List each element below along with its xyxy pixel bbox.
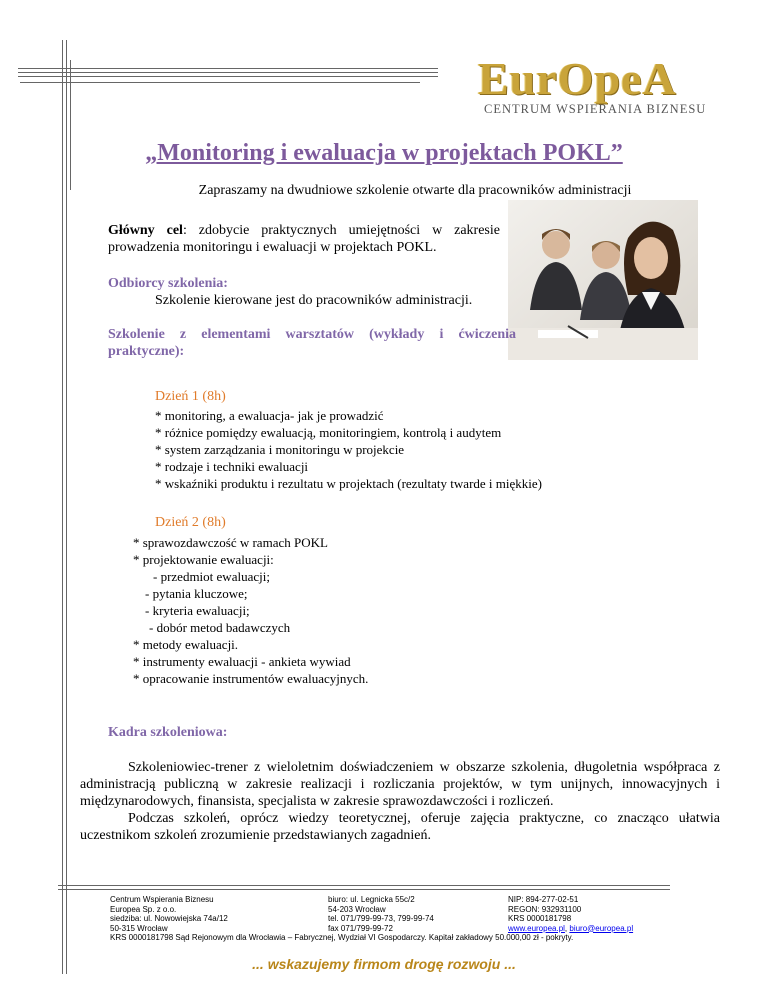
frame-line-top-4 [20,82,420,83]
list-item: * monitoring, a ewaluacja- jak je prowadzić [155,408,384,423]
footer-company-col [110,895,228,933]
day1-list [155,407,542,492]
slogan: ... wskazujemy firmom drogę rozwoju ... [252,956,516,972]
staff-description [80,759,720,844]
goal-text: : zdobycie praktycznych umiejętności w zakresie prowadzenia monitoringu i ewaluacji w projektach POKL. [108,223,500,255]
staff-paragraph-1: Szkoleniowiec-trener z wieloletnim doświadczeniem w obszarze szkolenia, długoletnia współpraca z administracją publiczną w zakresie realizacji i rozliczania projektów, w tym unijnych, innowacyjnych i międzynarodowych, finansista, specjalista w zakresie sprawozdawczości i rozliczeń. [80,760,720,809]
footer-links [508,924,633,934]
logo-subtitle: CENTRUM WSPIERANIA BIZNESU [484,102,707,116]
footer-line: Centrum Wspierania Biznesu [110,895,214,904]
format-heading-line2: praktyczne): [108,344,185,359]
goal-label: Główny cel [108,223,183,238]
footer-registry-col [508,895,633,933]
list-item: * metody ewaluacji. [133,637,239,652]
list-item: * wskaźniki produktu i rezultatu w projektach (rezultaty twarde i miękkie) [155,476,542,491]
day2-title: Dzień 2 (8h) [155,515,226,530]
list-item: * system zarządzania i monitoringu w projekcie [155,442,405,457]
frame-line-top-3 [18,76,438,77]
footer-line: biuro: ul. Legnicka 55c/2 [328,895,415,904]
website-link[interactable]: www.europea.pl [508,923,565,933]
link-separator: , [564,923,570,933]
list-subitem: - przedmiot ewaluacji; [153,569,270,584]
list-item: * rodzaje i techniki ewaluacji [155,459,309,474]
europea-logo [478,53,748,126]
staff-heading: Kadra szkoleniowa: [108,725,228,740]
business-people-photo [508,200,698,360]
day1-title: Dzień 1 (8h) [155,389,226,404]
day2-list [133,534,368,687]
footer-line: 50-315 Wrocław [110,923,168,933]
list-item: * różnice pomiędzy ewaluacją, monitoringiem, kontrolą i audytem [155,425,502,440]
footer-line: REGON: 932931100 [508,904,582,914]
audience-heading: Odbiorcy szkolenia: [108,276,228,291]
email-link[interactable]: biuro@europea.pl [569,923,634,933]
goal-paragraph [108,222,500,256]
frame-line-left-1 [62,40,63,974]
list-item: * sprawozdawczość w ramach POKL [133,535,328,550]
footer-line: NIP: 894-277-02-51 [508,895,579,904]
intro-text: Zapraszamy na dwudniowe szkolenie otwarte dla pracowników administracji [198,183,632,198]
footer-line: tel. 071/799-99-73, 799-99-74 [328,914,434,923]
frame-line-left-2 [66,40,67,974]
audience-text: Szkolenie kierowane jest do pracowników administracji. [155,293,473,308]
staff-paragraph-2: Podczas szkoleń, oprócz wiedzy teoretycznej, oferuje zajęcia praktyczne, co znacząco ułatwia uczestnikom szkoleń zrozumienie przedstawianych zagadnień. [80,811,720,843]
footer-line: Europea Sp. z o.o. [110,904,177,914]
list-item: * instrumenty ewaluacji - ankieta wywiad [133,654,351,669]
frame-line-top-1 [18,68,438,69]
list-item: * projektowanie ewaluacji: [133,552,274,567]
footer-krs-line: KRS 0000181798 Sąd Rejonowym dla Wrocławia – Fabrycznej, Wydział VI Gospodarczy. Kapitał zakładowy 50.000,00 zł - pokryty. [110,933,574,942]
list-subitem: - dobór metod badawczych [149,620,291,635]
frame-line-left-3 [70,60,71,190]
frame-line-top-2 [18,72,438,73]
logo-wordmark: EurOpeA [478,53,677,104]
list-item: * opracowanie instrumentów ewaluacyjnych. [133,671,369,686]
footer-line: fax 071/799-99-72 [328,923,393,933]
page-title: „Monitoring i ewaluacja w projektach POKL” [145,140,623,166]
footer-line: KRS 0000181798 [508,914,572,923]
list-subitem: - kryteria ewaluacji; [145,603,250,618]
footer-line: siedziba: ul. Nowowiejska 74a/12 [110,914,228,923]
footer-office-col [328,895,434,933]
footer-line-1 [58,885,670,886]
format-heading-line1: Szkolenie z elementami warsztatów (wykłady i ćwiczenia [108,327,516,342]
footer-line: 54-203 Wrocław [328,904,386,914]
list-subitem: - pytania kluczowe; [145,586,248,601]
footer-line-2 [58,889,670,890]
